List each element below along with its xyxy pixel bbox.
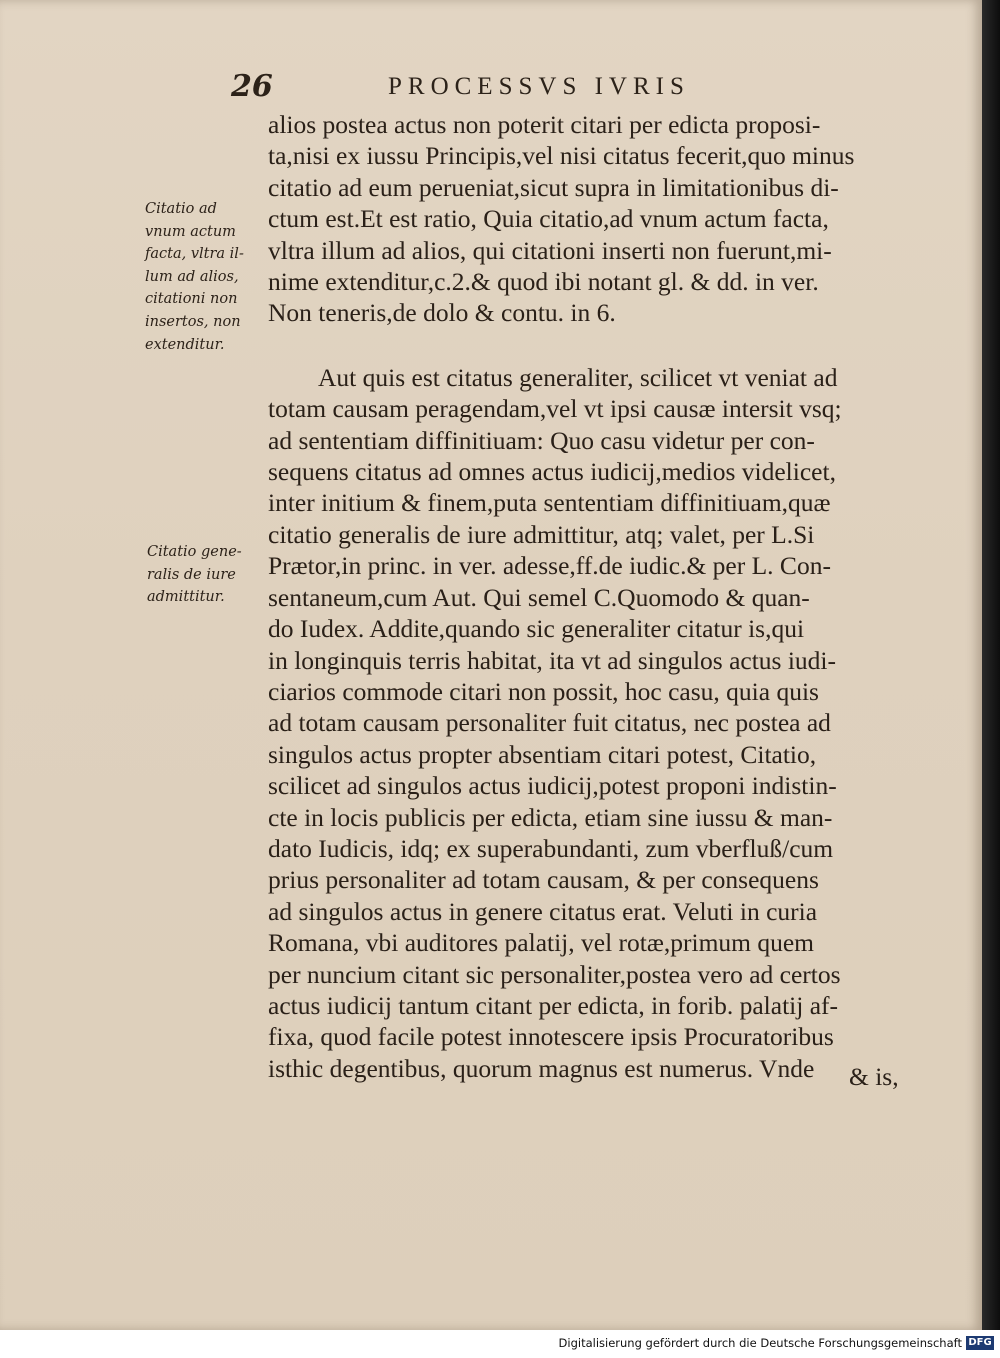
- text-line: Non teneris,de dolo & contu. in 6.: [268, 298, 616, 328]
- text-line: cte in locis publicis per edicta, etiam sine iussu & man-: [268, 802, 833, 832]
- marginal-line: insertos, non: [145, 313, 241, 330]
- text-line: sentaneum,cum Aut. Qui semel C.Quomodo & quan-: [268, 582, 810, 612]
- marginal-line: ralis de iure: [147, 566, 236, 583]
- text-line: ctum est.Et est ratio, Quia citatio,ad vnum actum facta,: [268, 204, 829, 234]
- text-line: citatio ad eum perueniat,sicut supra in limitationibus di-: [268, 172, 839, 202]
- marginal-line: admittitur.: [147, 589, 225, 606]
- marginal-line: Citatio ad: [145, 201, 217, 217]
- marginal-line: facta, vltra il-: [145, 246, 244, 263]
- text-line: totam causam peragendam,vel vt ipsi causæ intersit vsq;: [268, 394, 842, 424]
- marginal-line: vnum actum: [145, 223, 236, 240]
- text-line: alios postea actus non poterit citari per edicta proposi-: [268, 110, 821, 139]
- paragraph-gap: [268, 329, 913, 362]
- marginal-line: Citatio gene-: [147, 544, 242, 560]
- text-line: fixa, quod facile potest innotescere ipsis Procuratoribus: [268, 1022, 834, 1052]
- running-head: PROCESSVS IVRIS: [388, 73, 690, 100]
- text-line: citatio generalis de iure admittitur, atq; valet, per L.Si: [268, 519, 815, 549]
- text-line: ciarios commode citari non possit, hoc casu, quia quis: [268, 676, 819, 706]
- main-text-block: [268, 109, 913, 1084]
- text-line: per nuncium citant sic personaliter,postea vero ad certos: [268, 959, 841, 989]
- catchword: & is,: [849, 1062, 899, 1091]
- text-line: ad sententiam diffinitiuam: Quo casu videtur per con-: [268, 425, 815, 455]
- text-line: Romana, vbi auditores palatij, vel rotæ,primum quem: [268, 928, 815, 958]
- page-number: 26: [231, 69, 273, 104]
- text-line: singulos actus propter absentiam citari potest, Citatio,: [268, 739, 817, 769]
- text-line: Prætor,in princ. in ver. adesse,ff.de iudic.& per L. Con-: [268, 551, 831, 581]
- text-line: vltra illum ad alios, qui citationi inserti non fuerunt,mi-: [268, 235, 832, 265]
- text-line: do Iudex. Addite,quando sic generaliter citatur is,qui: [268, 614, 805, 644]
- text-line: actus iudicij tantum citant per edicta, in forib. palatij af-: [268, 990, 839, 1020]
- marginal-line: lum ad alios,: [145, 268, 239, 285]
- text-line: Aut quis est citatus generaliter, scilicet vt veniat ad: [318, 362, 838, 392]
- text-line: nime extenditur,c.2.& quod ibi notant gl. & dd. in ver.: [268, 267, 819, 297]
- text-line: isthic degentibus, quorum magnus est numerus. Vnde: [268, 1053, 815, 1083]
- marginal-note: [147, 541, 272, 609]
- book-spine-shadow: [982, 0, 1000, 1330]
- text-line: dato Iudicis, idq; ex superabundanti, zum vberfluß/cum: [268, 833, 834, 863]
- marginal-line: extenditur.: [145, 336, 225, 353]
- marginal-note: [145, 198, 270, 356]
- text-line: prius personaliter ad totam causam, & per consequens: [268, 865, 819, 895]
- dfg-logo: DFG: [966, 1336, 994, 1350]
- text-line: in longinquis terris habitat, ita vt ad singulos actus iudi-: [268, 645, 837, 675]
- funding-credit: Digitalisierung gefördert durch die Deutsche Forschungsgemeinschaft: [558, 1336, 962, 1350]
- text-line: ad totam causam personaliter fuit citatus, nec postea ad: [268, 708, 831, 738]
- text-line: inter initium & finem,puta sententiam diffinitiuam,quæ: [268, 488, 831, 518]
- text-line: ta,nisi ex iussu Principis,vel nisi citatus fecerit,quo minus: [268, 141, 855, 171]
- text-line: sequens citatus ad omnes actus iudicij,medios videlicet,: [268, 457, 836, 487]
- text-line: ad singulos actus in genere citatus erat. Veluti in curia: [268, 896, 818, 926]
- marginal-line: citationi non: [145, 291, 238, 308]
- text-line: scilicet ad singulos actus iudicij,potest proponi indistin-: [268, 771, 837, 801]
